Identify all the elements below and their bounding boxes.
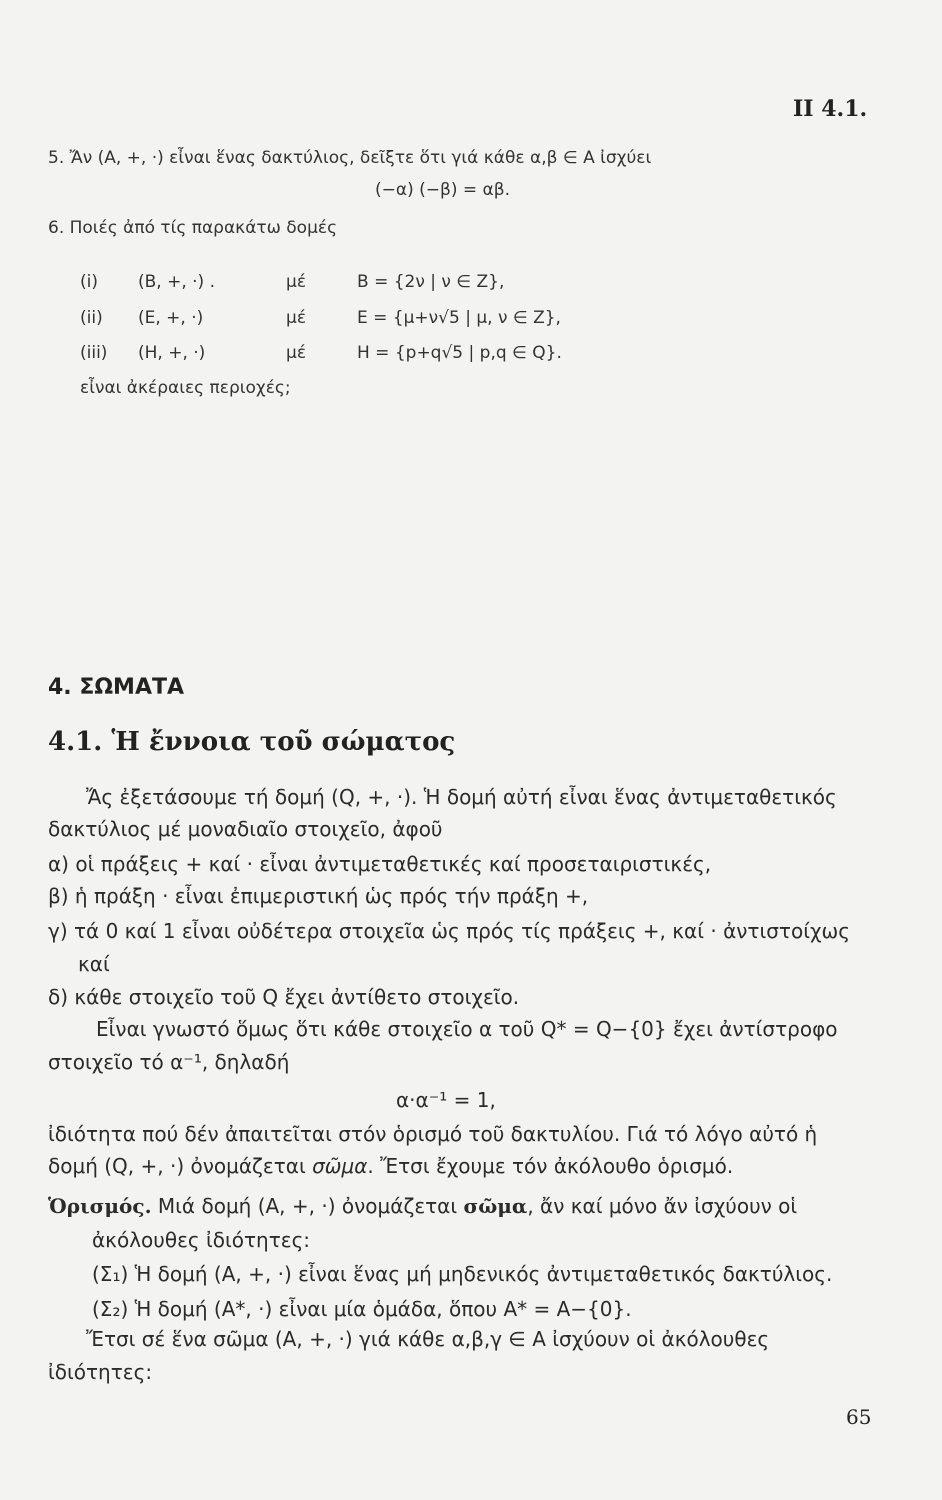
definition xyxy=(48,1194,797,1218)
paragraph-line: Ἄς ἐξετάσουμε τή δομή (Q, +, ·). Ἡ δομή αὐτή εἶναι ἕνας ἀντιμεταθετικός xyxy=(86,785,837,809)
list-item-a: α) οἱ πράξεις + καί · εἶναι ἀντιμεταθετικές καί προσεταιριστικές, xyxy=(48,852,712,876)
structure-row-structure: (E, +, ·) xyxy=(138,308,204,328)
structure-row-set: H = {p+q√5 | p,q ∈ Q}. xyxy=(357,343,562,363)
structure-row-index: (i) xyxy=(80,272,98,292)
axiom-sigma-2: (Σ₂) Ἡ δομή (A*, ·) εἶναι μία ὁμάδα, ὅπου A* = A−{0}. xyxy=(92,1297,632,1321)
list-item-c: γ) τά 0 καί 1 εἶναι οὐδέτερα στοιχεῖα ὡς πρός τίς πράξεις +, καί · ἀντιστοίχως xyxy=(48,919,851,943)
exercise-5-text: 5. Ἄν (A, +, ·) εἶναι ἕνας δακτύλιος, δεῖξτε ὅτι γιά κάθε α,β ∈ A ἰσχύει xyxy=(48,148,652,168)
structure-row-index: (ii) xyxy=(80,308,103,328)
paragraph-line: ἰδιότητες: xyxy=(48,1360,153,1384)
structure-row-set: E = {μ+ν√5 | μ, ν ∈ Z}, xyxy=(357,308,561,328)
definition-label: Ὁρισμός. xyxy=(48,1194,152,1218)
paragraph-line xyxy=(48,1154,733,1178)
list-item-d: δ) κάθε στοιχεῖο τοῦ Q ἔχει ἀντίθετο στοιχεῖο. xyxy=(48,985,520,1009)
page-number: 65 xyxy=(846,1405,872,1429)
paragraph-line: Ἔτσι σέ ἕνα σῶμα (A, +, ·) γιά κάθε α,β,γ ∈ A ἰσχύουν οἱ ἀκόλουθες xyxy=(86,1327,770,1351)
structure-row-index: (iii) xyxy=(80,343,108,363)
defined-term: σῶμα xyxy=(463,1194,528,1218)
paragraph-text: δομή (Q, +, ·) ὀνομάζεται xyxy=(48,1154,313,1178)
paragraph-line: Εἶναι γνωστό ὅμως ὅτι κάθε στοιχεῖο α τοῦ Q* = Q−{0} ἔχει ἀντίστροφο xyxy=(96,1017,838,1041)
subsection-title: 4.1. Ἡ ἔννοια τοῦ σώματος xyxy=(48,727,456,757)
definition-text: Μιά δομή (A, +, ·) ὀνομάζεται xyxy=(151,1194,464,1218)
exercise-6-text: 6. Ποιές ἀπό τίς παρακάτω δομές xyxy=(48,218,338,238)
definition-line: ἀκόλουθες ἰδιότητες: xyxy=(92,1228,311,1252)
section-reference: II 4.1. xyxy=(793,96,868,122)
paragraph-text: . Ἔτσι ἔχουμε τόν ἀκόλουθο ὁρισμό. xyxy=(367,1154,734,1178)
list-item-c-continued: καί xyxy=(78,952,110,976)
section-title: 4. ΣΩΜΑΤΑ xyxy=(48,675,185,700)
axiom-sigma-1: (Σ₁) Ἡ δομή (A, +, ·) εἶναι ἕνας μή μηδενικός ἀντιμεταθετικός δακτύλιος. xyxy=(92,1262,833,1286)
structure-row-with: μέ xyxy=(286,308,307,328)
structure-row-set: B = {2ν | ν ∈ Z}, xyxy=(357,272,505,292)
structure-row-with: μέ xyxy=(286,343,307,363)
list-item-b: β) ἡ πράξη · εἶναι ἐπιμεριστική ὡς πρός τήν πράξη +, xyxy=(48,884,589,908)
emphasized-term: σῶμα xyxy=(312,1154,368,1178)
paragraph-line: στοιχεῖο τό α⁻¹, δηλαδή xyxy=(48,1050,290,1074)
paragraph-line: ἰδιότητα πού δέν ἀπαιτεῖται στόν ὁρισμό τοῦ δακτυλίου. Γιά τό λόγο αὐτό ἡ xyxy=(48,1122,818,1146)
inverse-equation: α·α⁻¹ = 1, xyxy=(396,1088,496,1112)
exercise-5-formula: (−α) (−β) = αβ. xyxy=(375,180,510,200)
structure-row-with: μέ xyxy=(286,272,307,292)
structure-row-structure: (H, +, ·) xyxy=(138,343,206,363)
structure-row-structure: (B, +, ·) . xyxy=(138,272,215,292)
paragraph-line: δακτύλιος μέ μοναδιαῖο στοιχεῖο, ἀφοῦ xyxy=(48,817,443,841)
exercise-6-question: εἶναι ἀκέραιες περιοχές; xyxy=(80,378,291,398)
definition-text: , ἄν καί μόνο ἄν ἰσχύουν οἱ xyxy=(527,1194,798,1218)
